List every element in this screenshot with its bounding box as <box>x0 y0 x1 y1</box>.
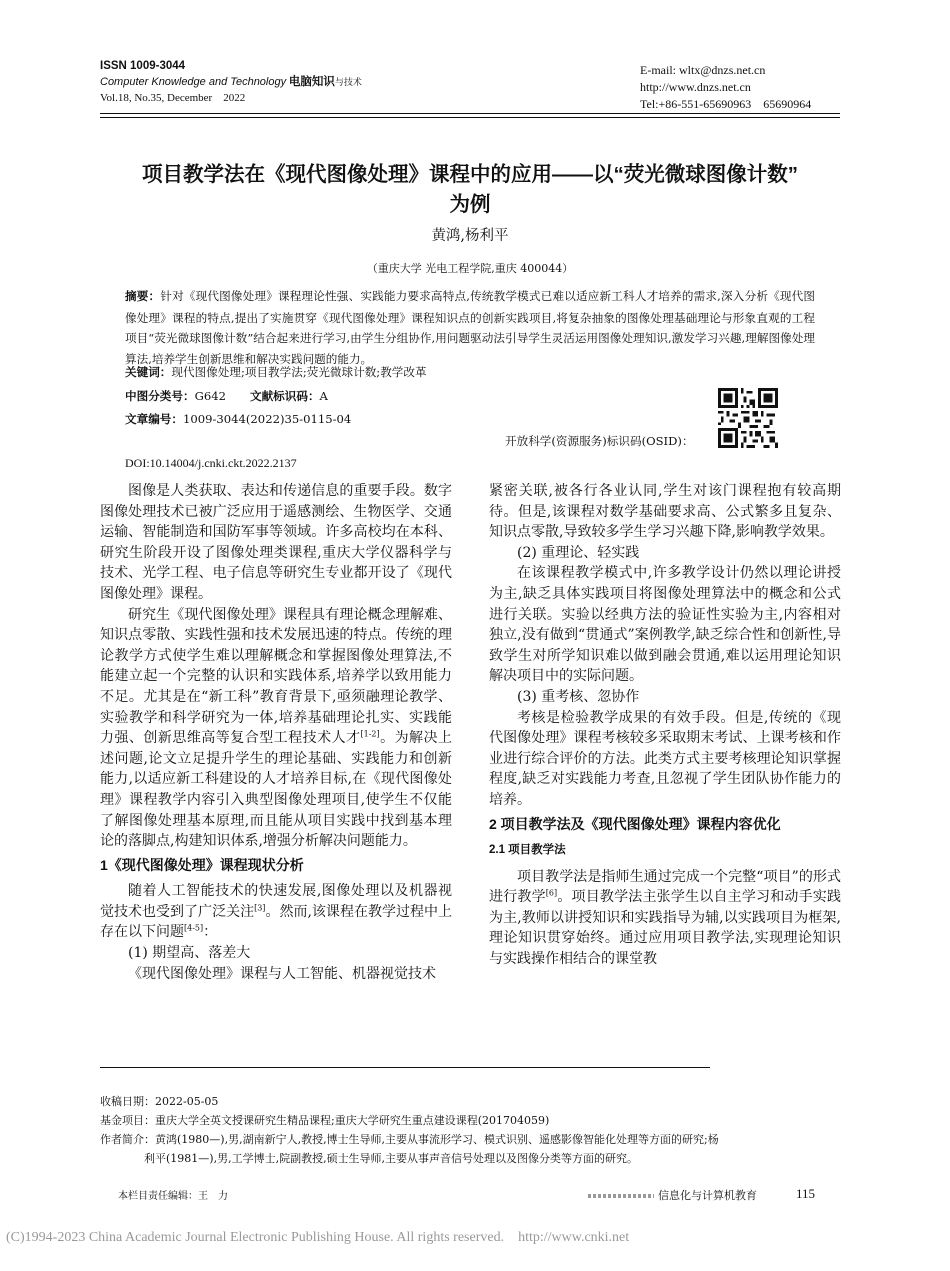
paragraph-text: 研究生《现代图像处理》课程具有理论概念理解难、知识点零散、实践性强和技术发展迅速的特点。传统的理论教学方式使学生难以理解概念和掌握图像处理算法,不能建立起一个完整的认识和实践体系,培养学以致用能力不足。尤其是在“新工科”教育背景下,亟须融理论教学、实验教学和科学研究为一体,培养基础理论扎实、实践能力强、创新思维高等复合型工程技术人才 <box>100 606 452 747</box>
paragraph-text: 随着人工智能技术的快速发展,图像处理以及机器视觉技术也受到了广泛关注 <box>100 883 452 920</box>
journal-name-en: Computer Knowledge and Technology <box>100 76 287 88</box>
author-bio-cont: 利平(1981—),男,工学博士,院副教授,硕士生导师,主要从事声音信号处理以及图像分类等方面的研究。 <box>144 1152 639 1165</box>
paragraph-text: 项目教学法是指师生通过完成一个完整“项目”的形式进行教学 <box>489 868 841 906</box>
keywords-text: 现代图像处理;项目教学法;荧光微球计数;教学改革 <box>171 365 427 379</box>
journal-name-cn: 电脑知识 <box>288 76 335 88</box>
paragraph <box>489 867 841 970</box>
title-line-2: 为例 <box>449 193 491 216</box>
website: http://www.dnzs.net.cn <box>640 80 751 94</box>
paragraph: 图像是人类获取、表达和传递信息的重要手段。数字图像处理技术已被广泛应用于遥感测绘、生物医学、交通运输、智能制造和国防军事等领域。许多高校均在本科、研究生阶段开设了图像处理类课程,重庆大学仪器科学与技术、光学工程、电子信息等研究生专业都开设了《现代图像处理》课程。 <box>100 483 452 602</box>
author-bio: 作者简介：黄鸿(1980—),男,湖南新宁人,教授,博士生导师,主要从事流形学习、模式识别、遥感影像智能化处理等方面的研究;杨 <box>100 1133 719 1146</box>
doc-code-value: A <box>319 389 328 403</box>
paragraph: 考核是检验教学成果的有效手段。但是,传统的《现代图像处理》课程考核较多采取期末考试、上课考核和作业进行综合评价的方法。此类方式主要考核理论知识掌握程度,缺乏对实践能力考查,且忽视了学生团队协作能力的培养。 <box>489 709 841 808</box>
left-column <box>100 481 452 984</box>
journal-contact <box>640 62 811 113</box>
citation: [4-5] <box>184 923 204 933</box>
keywords <box>125 364 427 380</box>
abstract <box>125 286 815 369</box>
affiliation: （重庆大学 光电工程学院,重庆 400044） <box>366 262 574 275</box>
article-number <box>125 411 351 427</box>
telephone: Tel:+86-551-65690963 65690964 <box>640 97 812 111</box>
journal-header <box>100 58 362 106</box>
paragraph-text: ： <box>203 924 218 941</box>
subheading: (3) 重考核、忽协作 <box>517 688 640 705</box>
title-line-1: 项目教学法在《现代图像处理》课程中的应用——以“荧光微球图像计数” <box>142 163 798 186</box>
osid-label: 开放科学(资源服务)标识码(OSID)： <box>505 434 694 448</box>
clc-label: 中图分类号： <box>125 390 195 403</box>
qr-code-icon[interactable] <box>718 388 778 448</box>
paragraph-text: 。然而,该课程在教学过程中上存在以下问题 <box>100 903 453 941</box>
page-number: 115 <box>796 1186 816 1201</box>
email: E-mail: wltx@dnzs.net.cn <box>640 63 766 77</box>
fund-info: 基金项目：重庆大学全英文授课研究生精品课程;重庆大学研究生重点建设课程(201704059) <box>100 1114 550 1127</box>
paragraph-text: 。项目教学法主张学生以自主学习和动手实践为主,教师以讲授知识和实践指导为辅,以实践项目为框架,理论知识贯穿始终。通过应用项目教学法,实现理论知识与实践操作相结合的课堂教 <box>489 889 842 968</box>
section-name <box>588 1187 757 1203</box>
keywords-label: 关键词： <box>125 366 172 379</box>
right-column <box>489 481 841 970</box>
volume-info: Vol.18, No.35, December 2022 <box>100 92 246 104</box>
received-date: 收稿日期：2022-05-05 <box>100 1095 219 1108</box>
section-name-text: 信息化与计算机教育 <box>658 1190 757 1202</box>
paragraph: 在该课程教学模式中,许多教学设计仍然以理论讲授为主,缺乏具体实践项目将图像处理算法中的概念和公式进行关联。实验以经典方法的验证性实验为主,内容相对独立,没有做到“贯通式”案例教学,缺乏综合性和创新性,导致学生对所学知识难以做到融会贯通,难以运用理论知识解决项目中的实际问题。 <box>489 565 841 685</box>
column-editor: 本栏目责任编辑：王 力 <box>118 1191 228 1202</box>
paragraph <box>100 605 452 852</box>
clc-value: G642 <box>194 389 226 403</box>
citation: [1-2] <box>360 729 380 739</box>
paragraph: 《现代图像处理》课程与人工智能、机器视觉技术 <box>128 965 436 982</box>
classification <box>125 388 328 404</box>
header-rule <box>100 113 840 114</box>
paragraph-text: 。为解决上述问题,论文立足提升学生的理论基础、实践能力和创新能力,以适应新工科建设的人才培养目标,在《现代图像处理》课程教学内容引入典型图像处理项目,使学生不仅能了解图像处理基本原理,而且能从项目实践中找到基本理论的落脚点,构建知识体系,增强分析解决问题能力。 <box>100 730 453 850</box>
footnote-rule <box>100 1067 710 1068</box>
subheading: (2) 重理论、轻实践 <box>517 544 640 561</box>
paragraph <box>100 881 452 943</box>
abstract-label: 摘要： <box>125 290 161 303</box>
paper-title <box>100 160 840 220</box>
footnotes <box>100 1092 845 1168</box>
issn: ISSN 1009-3044 <box>100 60 186 72</box>
dotted-divider <box>588 1194 654 1198</box>
section-heading: 1《现代图像处理》课程现状分析 <box>100 856 304 873</box>
authors: 黄鸿,杨利平 <box>431 228 509 244</box>
copyright-watermark: (C)1994-2023 China Academic Journal Electronic Publishing House. All rights reserved. http://www.cnki.net <box>6 1230 630 1245</box>
article-number-label: 文章编号： <box>125 413 183 426</box>
citation: [6] <box>545 888 558 898</box>
doc-code-label: 文献标识码： <box>249 390 320 403</box>
subsection-heading: 2.1 项目教学法 <box>489 844 566 857</box>
article-number-value: 1009-3044(2022)35-0115-04 <box>182 412 352 426</box>
doi: DOI:10.14004/j.cnki.ckt.2022.2137 <box>125 456 297 470</box>
journal-name-suffix: 与技术 <box>334 77 362 87</box>
subheading: (1) 期望高、落差大 <box>128 945 251 962</box>
header-rule-thin <box>100 117 840 118</box>
citation: [3] <box>254 903 266 913</box>
paragraph: 紧密关联,被各行各业认同,学生对该门课程抱有较高期待。但是,该课程对数学基础要求高、公式繁多且复杂、知识点零散,导致较多学生学习兴趣下降,影响教学效果。 <box>489 483 841 541</box>
abstract-text: 针对《现代图像处理》课程理论性强、实践能力要求高特点,传统教学模式已难以适应新工科人才培养的需求,深入分析《现代图像处理》课程的特点,提出了实施贯穿《现代图像处理》课程知识点的创新实践项目,将复杂抽象的图像处理基础理论与形象直观的工程项目“荧光微球图像计数”结合起来进行学习,由学生分组协作,用问题驱动法引导学生灵活运用图像处理知识,激发学习兴趣,理解图像处理算法,培养学生创新思维和解决实践问题的能力。 <box>125 289 815 366</box>
section-heading: 2 项目教学法及《现代图像处理》课程内容优化 <box>489 815 781 832</box>
